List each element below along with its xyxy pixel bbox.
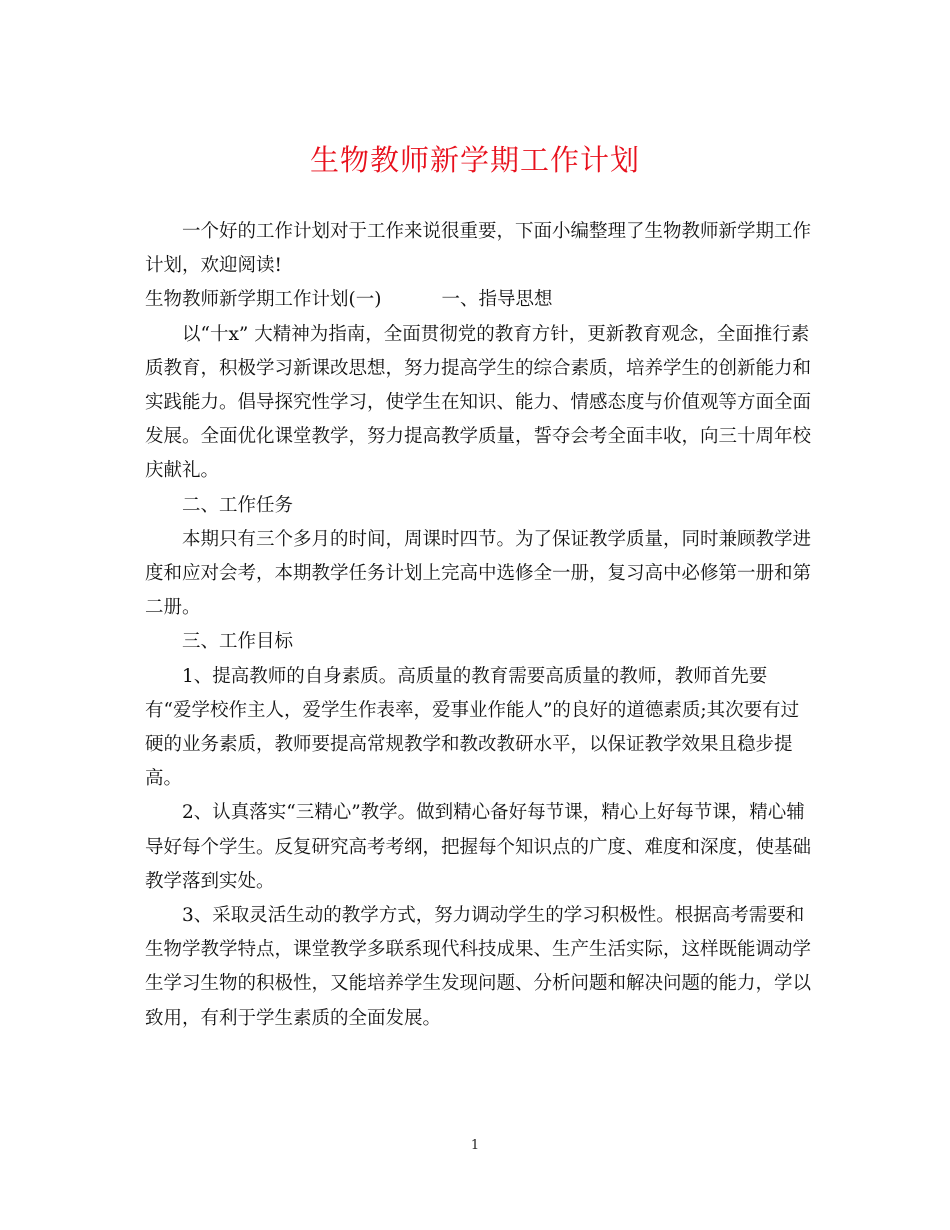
goal2-paragraph: 2、认真落实“三精心”教学。做到精心备好每节课，精心上好每节课，精心辅导好每个学生。反复研究高考考纲，把握每个知识点的广度、难度和深度，使基础教学落到实处。: [145, 802, 812, 892]
goal3-paragraph: 3、采取灵活生动的教学方式，努力调动学生的学习积极性。根据高考需要和生物学教学特点，课堂教学多联系现代科技成果、生产生活实际，这样既能调动学生学习生物的积极性，又能培养学生发现问题、分析问题和解决问题的能力，学以致用，有利于学生素质的全面发展。: [145, 905, 812, 1029]
part-heading-line: [145, 283, 813, 317]
section1-paragraph: 以“十x” 大精神为指南，全面贯彻党的教育方针，更新教育观念，全面推行素质教育，积极学习新课改思想，努力提高学生的综合素质，培养学生的创新能力和实践能力。倡导探究性学习，使学生在知识、能力、情感态度与价值观等方面全面发展。全面优化课堂教学，努力提高教学质量，誓夺会考全面丰收，向三十周年校庆献礼。: [145, 323, 812, 482]
document-body: [145, 215, 813, 1036]
section2-heading: 二、工作任务: [182, 494, 294, 516]
section2-paragraph: 本期只有三个多月的时间，周课时四节。为了保证教学质量，同时兼顾教学进度和应对会考，本期教学任务计划上完高中选修全一册，复习高中必修第一册和第二册。: [145, 528, 812, 619]
part-heading: 生物教师新学期工作计划(一): [145, 289, 382, 311]
intro-paragraph: 一个好的工作计划对于工作来说很重要，下面小编整理了生物教师新学期工作计划，欢迎阅读!: [145, 221, 812, 277]
section1-heading: 一、指导思想: [441, 289, 553, 311]
document-title: 生物教师新学期工作计划: [309, 143, 640, 177]
page-number: 1: [470, 1138, 480, 1153]
goal1-paragraph: 有“爱学校作主人，爱学生作表率，爱事业作能人”的良好的道德素质;其次要有过硬的业务素质，教师要提高常规教学和教改教研水平，以保证教学效果且稳步提高。: [145, 699, 800, 790]
section3-heading: 三、工作目标: [182, 631, 294, 653]
goal1-first-line: 1、提高教师的自身素质。高质量的教育需要高质量的教师，教师首先要: [182, 665, 768, 687]
